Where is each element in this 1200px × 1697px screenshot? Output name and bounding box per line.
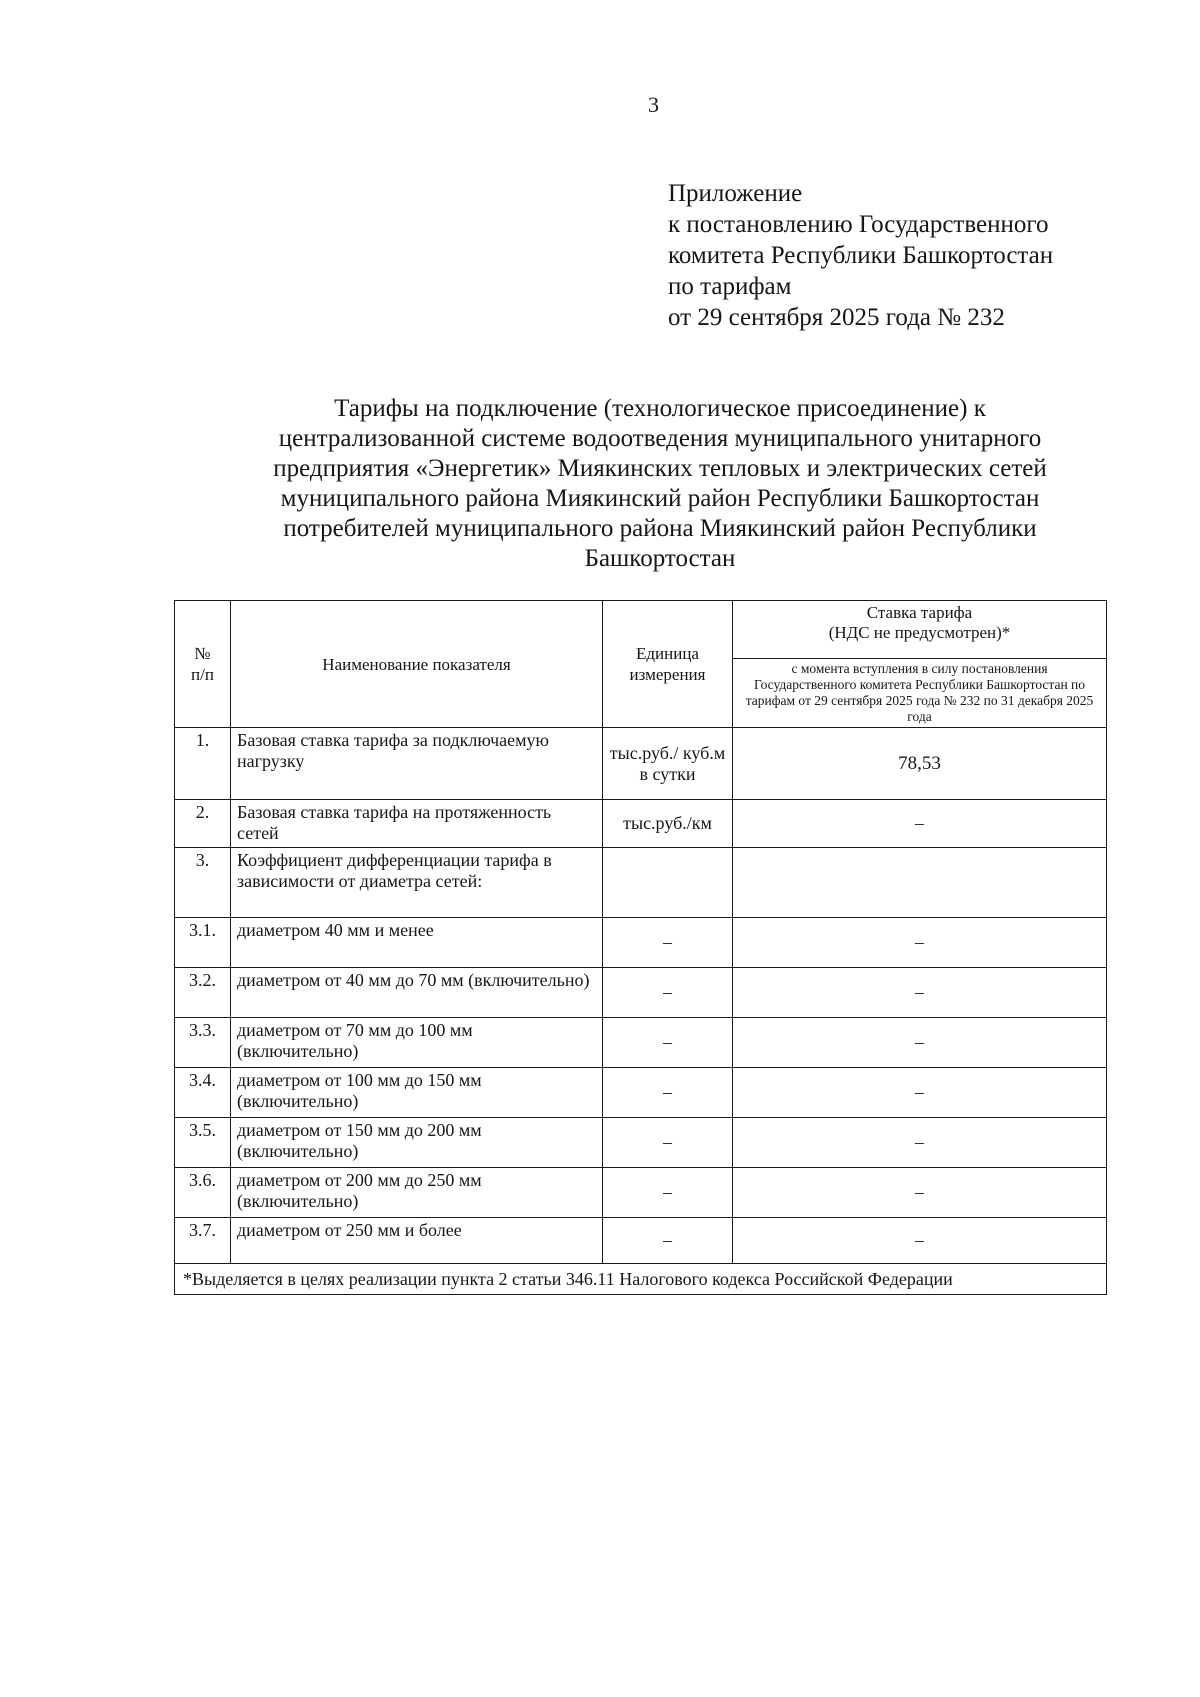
table-row <box>175 1068 1107 1118</box>
header-unit <box>603 601 733 728</box>
header-rate-line1: Ставка тарифа <box>866 603 973 622</box>
row-value: – <box>733 800 1107 848</box>
row-unit <box>603 848 733 918</box>
appendix-header <box>668 178 1053 333</box>
row-name: диаметром от 150 мм до 200 мм (включительно) <box>231 1118 603 1168</box>
title-line: Башкортостан <box>584 545 736 572</box>
tariff-table <box>174 600 1107 1295</box>
table-row <box>175 1018 1107 1068</box>
row-num: 3. <box>175 848 231 918</box>
appendix-line: комитета Республики Башкортостан <box>668 242 1054 269</box>
footnote-row <box>175 1264 1107 1295</box>
row-name: диаметром от 100 мм до 150 мм (включительно) <box>231 1068 603 1118</box>
header-unit-line2: измерения <box>629 665 706 684</box>
row-value: – <box>733 1018 1107 1068</box>
table-row <box>175 800 1107 848</box>
row-unit: – <box>603 968 733 1018</box>
page-number: 3 <box>648 92 659 117</box>
row-unit: – <box>603 1018 733 1068</box>
row-name: Коэффициент дифференциации тарифа в зависимости от диаметра сетей: <box>231 848 603 918</box>
row-num: 1. <box>175 728 231 800</box>
table-row <box>175 848 1107 918</box>
table-row <box>175 728 1107 800</box>
row-unit: – <box>603 1068 733 1118</box>
row-num: 3.2. <box>175 968 231 1018</box>
row-unit: – <box>603 1218 733 1264</box>
row-value: – <box>733 1218 1107 1264</box>
row-unit: тыс.руб./км <box>603 800 733 848</box>
row-name: Базовая ставка тарифа на протяженность сетей <box>231 800 603 848</box>
row-value: – <box>733 918 1107 968</box>
row-num: 2. <box>175 800 231 848</box>
row-num: 3.1. <box>175 918 231 968</box>
title-line: централизованной системе водоотведения муниципального унитарного <box>278 425 1042 452</box>
row-num: 3.3. <box>175 1018 231 1068</box>
table-row <box>175 1218 1107 1264</box>
row-unit: тыс.руб./ куб.м в сутки <box>603 728 733 800</box>
document-title <box>200 394 1120 574</box>
appendix-line: к постановлению Государственного <box>668 211 1049 238</box>
header-rate <box>733 601 1107 659</box>
table-row <box>175 968 1107 1018</box>
header-period: с момента вступления в силу постановления Государственного комитета Республики Башкортостан по тарифам от 29 сентября 2025 года № 232 по 31 декабря 2025 года <box>733 659 1107 728</box>
row-value: 78,53 <box>733 728 1107 800</box>
title-line: муниципального района Миякинский район Республики Башкортостан <box>280 485 1040 512</box>
appendix-line: по тарифам <box>668 273 792 300</box>
row-unit: – <box>603 1168 733 1218</box>
row-num: 3.5. <box>175 1118 231 1168</box>
row-name: диаметром от 70 мм до 100 мм (включительно) <box>231 1018 603 1068</box>
header-num-line2: п/п <box>191 665 214 684</box>
row-name: диаметром от 250 мм и более <box>231 1218 603 1264</box>
title-line: потребителей муниципального района Миякинский район Республики <box>283 515 1037 542</box>
row-value: – <box>733 1118 1107 1168</box>
row-name: диаметром от 40 мм до 70 мм (включительно) <box>231 968 603 1018</box>
table-row <box>175 1118 1107 1168</box>
header-rate-line2: (НДС не предусмотрен)* <box>828 623 1011 642</box>
row-value: – <box>733 1068 1107 1118</box>
row-name: диаметром от 200 мм до 250 мм (включительно) <box>231 1168 603 1218</box>
header-name: Наименование показателя <box>231 601 603 728</box>
row-unit: – <box>603 1118 733 1168</box>
table-row <box>175 918 1107 968</box>
table-row <box>175 1168 1107 1218</box>
header-unit-line1: Единица <box>636 644 699 663</box>
row-num: 3.4. <box>175 1068 231 1118</box>
header-num <box>175 601 231 728</box>
row-num: 3.6. <box>175 1168 231 1218</box>
appendix-line: от 29 сентября 2025 года № 232 <box>668 304 1005 331</box>
row-value: – <box>733 968 1107 1018</box>
footnote: *Выделяется в целях реализации пункта 2 статьи 346.11 Налогового кодекса Российской Федерации <box>175 1264 1107 1295</box>
table-header-row <box>175 601 1107 659</box>
row-num: 3.7. <box>175 1218 231 1264</box>
title-line: предприятия «Энергетик» Миякинских тепловых и электрических сетей <box>273 455 1047 482</box>
row-value <box>733 848 1107 918</box>
appendix-line: Приложение <box>668 180 803 207</box>
header-num-line1: № <box>194 644 211 663</box>
row-unit: – <box>603 918 733 968</box>
title-line: Тарифы на подключение (технологическое присоединение) к <box>334 395 986 422</box>
row-name: диаметром 40 мм и менее <box>231 918 603 968</box>
row-value: – <box>733 1168 1107 1218</box>
row-name: Базовая ставка тарифа за подключаемую нагрузку <box>231 728 603 800</box>
